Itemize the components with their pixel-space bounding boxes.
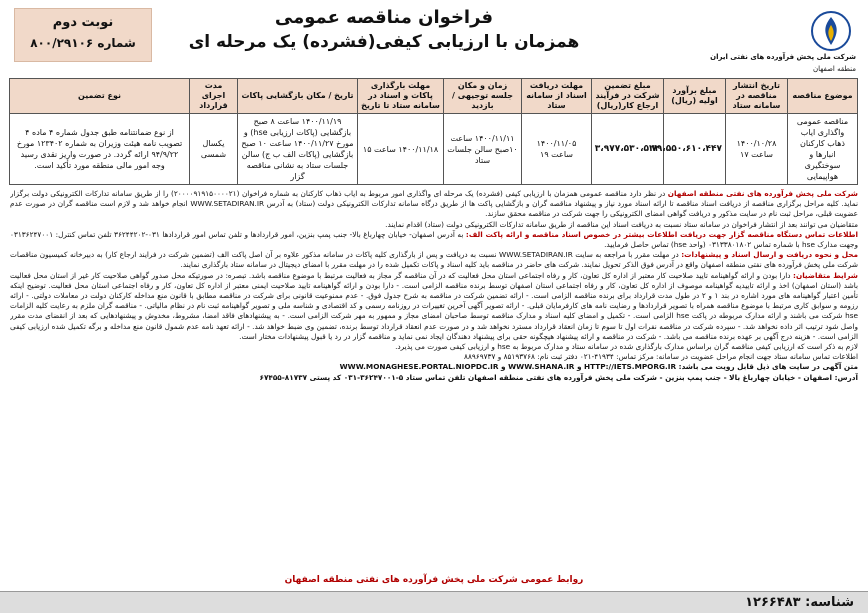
footer-bar: [0, 591, 868, 613]
cell-duration: یکسال شمسی: [190, 114, 238, 185]
table-header-cell: زمان و مکان جلسه توجیهی / بازدید: [444, 79, 522, 114]
paragraph-conditions: [10, 271, 858, 342]
table-header-cell: مدت اجرای قرارداد: [190, 79, 238, 114]
conditions-text: دارا بودن و ارائه گواهینامه تایید صلاحیت کار معتبر از اداره کل تعاون، کار و رفاه اجتماعی استان محل فعالیت که در آن مناقصه گر مجاز به فعالیت مرتبط با موضوع مناقصه باشد. تبصره: در صورتیکه محل صدور گواهی صلاحیت کار غیر از استان محل فعالیت باشد (استان اصفهان) اخذ و ارائه تاییدیه گواهینامه موصوف از اداره کل تعاون، کار و رفاه اجتماعی استان اصفهان توسط برنده مناقصه الزامی است. - دارا بودن و ارائه گواهینامه تایید صلاحیت ایمنی معتبر از اداره کل تعاون، کار و رفاه اجتماعی استان محل فعالیت. توضیح اینکه تأمین اعتبار گواهینامه های مورد اشاره در بند ۱ و ۲ در طول مدت قرارداد برای برنده مناقصه الزامی است. - ارائه تضمین شرکت در مناقصه به شرح جدول فوق. - عدم ممنوعیت قانونی برای شرکت در مناقصه مطابق با قانون منع مداخله کارکنان دولت در معاملات دولتی. - ارائه رزومه و سوابق کاری مرتبط با موضوع مناقصه همراه با تصویر قراردادها و رضایت نامه های کارفرمایان قبلی. - ارائه تصویر آگهی آخرین تغییرات در روزنامه رسمی و کد اقتصادی و شناسه ملی و تصویر گواهینامه ثبت نام در نظام مالیاتی. - مناقصه گران ملزم به رعایت کلیه الزامات hse شرکت می باشند و ارائه مدارک مربوطه در پاکت hse الزامی است. - تکمیل و امضای کلیه اسناد و مدارک مناقصه توسط صاحبان امضای مجاز و ممهور به مهر شرکت الزامی است. - به پیشنهادهای فاقد امضا، مشروط، مخدوش و پیشنهادهایی که بعد از انقضای مدت مقرر واصل شود ترتیب اثر داده نخواهد شد. - سپرده شرکت در مناقصه نفرات اول تا سوم تا زمان انعقاد قرارداد مسترد نخواهد شد و در صورت عدم انعقاد قرارداد توسط برنده، تضمین وی ضبط خواهد شد. - ارائه تعهد نامه عدم شمول قانون منع مداخله و برگه تکمیل شده ارزیابی کیفی الزامی است. - هزینه درج آگهی بر عهده برنده مناقصه می باشد. - شرکت در مناقصه و ارائه پیشنهاد هیچگونه حقی برای پیشنهاد دهندگان ایجاد نمی نماید و مناقصه گزار در رد یا قبول پیشنهادات مختار است.: [10, 270, 858, 341]
notice-number: شماره ۸۰۰/۲۹۱۰۶: [30, 36, 136, 50]
cell-guarantee-type: از نوع ضمانتنامه طبق جدول شماره ۴ ماده ۴ تصویب نامه هیئت وزیران به شماره ۱۲۳۴۰۲ مورخ ۹۴/۹/۲۲ ارائه گردد. در صورت واریز نقدی رسید وجه امور مالی منطقه مورد تأکید است.: [10, 114, 190, 185]
table-header-cell: موضوع مناقصه: [788, 79, 858, 114]
cell-upload-deadline: ۱۴۰۰/۱۱/۱۸ ساعت ۱۵: [358, 114, 444, 185]
public-relations-signature: روابط عمومی شرکت ملی پخش فرآورده های نفتی منطقه اصفهان: [284, 575, 584, 585]
notice-body: [10, 189, 858, 567]
contact-lead: اطلاعات تماس دستگاه مناقصه گزار جهت دریافت اطلاعات بیشتر در خصوص اسناد مناقصه و ارائه پاکت الف:: [465, 229, 858, 239]
notice-header: [10, 6, 858, 78]
org-name: شرکت ملی پخش فرآورده های نفتی ایران: [710, 53, 856, 61]
table-header-cell: تاریخ / مکان بازگشایی پاکات: [238, 79, 358, 114]
conditions-lead: شرایط متقاضیان:: [793, 270, 858, 280]
table-header-row: [10, 79, 858, 114]
table-header-cell: مهلت دریافت اسناد از سامانه ستاد: [522, 79, 592, 114]
table-header-cell: مبلغ برآورد اولیه (ریال): [664, 79, 726, 114]
niopdc-flame-logo-icon: [810, 10, 852, 52]
table-row: [10, 114, 858, 185]
paragraph-intro: [10, 189, 858, 220]
round-badge: [14, 8, 152, 62]
cell-doc-deadline: ۱۴۰۰/۱۱/۰۵ ساعت ۱۹: [522, 114, 592, 185]
cell-estimate: ۷۹،۵۵۰،۶۱۰،۴۴۷: [664, 114, 726, 185]
paragraph-setad-contact: اطلاعات تماس سامانه ستاد جهت انجام مراحل عضویت در سامانه: مرکز تماس: ۴۱۹۳۴-۰۲۱ دفتر ثبت نام: ۸۵۱۹۳۷۶۸ و ۸۸۹۶۹۷۳۷: [464, 352, 858, 362]
table-header-cell: مبلغ تضمین شرکت در فرآیند ارجاع کار(ریال): [592, 79, 664, 114]
cell-guarantee: ۳،۹۷۷،۵۳۰،۵۲۲: [592, 114, 664, 185]
intro-text: در نظر دارد مناقصه عمومی همزمان با ارزیابی کیفی (فشرده) یک مرحله ای واگذاری امور مربوط به ایاب ذهاب کارکنان به شماره فراخوان (۲۰۰۰۰۹۱۹۱۵۰۰۰۰۲۱) را از طریق سامانه تدارکات الکترونیکی دولت برگزار نماید. کلیه مراحل برگزاری مناقصه از دریافت اسناد مناقصه تا ارائه اسناد مورد نیاز و پیشنهاد مناقصه گران و بازگشایی پاکت ها از طریق درگاه سامانه تدارکات الکترونیکی دولت (ستاد) به آدرس WWW.SETADIRAN.IR انجام خواهد شد و لازم است مناقصه گران در صورت عدم عضویت قبلی، مراحل ثبت نام در سایت مذکور و دریافت گواهی امضای الکترونیکی را جهت شرکت در مناقصه محقق سازند.: [10, 189, 858, 219]
paragraph-doc-access: متقاضیان می توانند بعد از انتشار فراخوان در سامانه ستاد نسبت به دریافت اسناد این مناقصه از طریق سامانه تدارکات الکترونیکی دولت (ستاد) اقدام نمایند.: [385, 219, 858, 229]
notice-subtitle: همزمان با ارزیابی کیفی(فشرده) یک مرحله ای: [188, 32, 580, 52]
cell-subject: مناقصه عمومی واگذاری ایاب ذهاب کارکنان انبارها و سوختگیری هواپیمایی: [788, 114, 858, 185]
paragraph-websites: متن آگهی در سایت های ذیل قابل رویت می باشد: HTTP://IETS.MPORG.IR و WWW.SHANA.IR و WWW.MONAGHESE.PORTAL.NIOPDC.IR: [339, 362, 858, 372]
paragraph-evaluation: لازم به ذکر است که ارزیابی کیفی مناقصه گران براساس مدارک بارگذاری شده در سامانه ستاد و مدارک مربوط به hse و ارزیابی کیفی صورت می پذیرد.: [395, 342, 858, 352]
table-header-cell: نوع تضمین: [10, 79, 190, 114]
table-header-cell: مهلت بارگذاری پاکات و اسناد در سامانه ستاد تا تاریخ: [358, 79, 444, 114]
tender-info-table: [9, 78, 858, 185]
notice-id: شناسه: ۱۲۶۶۴۸۳: [745, 595, 854, 610]
intro-lead: شرکت ملی پخش فرآورده های نفتی منطقه اصفهان: [667, 189, 858, 198]
paragraph-submission: [10, 250, 858, 270]
submission-lead: محل و نحوه دریافت و ارسال اسناد و پیشنهادات:: [681, 250, 858, 260]
paragraph-address: آدرس: اصفهان - خیابان چهارباغ بالا - جنب پمپ بنزین - شرکت ملی پخش فرآورده های نفتی منطقه اصفهان تلفن تماس ستاد ۵-۳۶۲۴۷۰۰۱-۰۳۱ کد پستی ۸۱۷۳۷-۶۷۴۵۵: [259, 372, 858, 382]
notice-title: فراخوان مناقصه عمومی: [274, 7, 494, 28]
paragraph-contact: [10, 230, 858, 250]
cell-opening: ۱۴۰۰/۱۱/۱۹ ساعت ۸ صبح بازگشایی (پاکات ارزیابی hse) و مورخ ۱۴۰۰/۱۱/۲۷ ساعت ۱۰ صبح بازگشایی (پاکات الف ب ج) سالن جلسات ستاد به نشانی مناقصه گزار: [238, 114, 358, 185]
round-label: نوبت دوم: [52, 15, 114, 30]
title-block: [180, 6, 588, 54]
contact-text: به آدرس اصفهان- خیابان چهارباغ بالا- جنب پمپ بنزین، امور قراردادها و تلفن تماس امور قراردادها ۰۳۱-۳۶۲۴۴۲۰۲ تلفن تماس کنترل: ۰۳۱۳۶۲۴۷۰۰۱ وجهت مدارک hse با شماره تماس ۰۳۱۳۳۸۰۱۸۰۲ (واحد hse) تماس حاصل فرمایید.: [10, 229, 858, 250]
cell-meeting: ۱۴۰۰/۱۱/۱۱ ساعت ۱۰صبح سالن جلسات ستاد: [444, 114, 522, 185]
cell-publish-date: ۱۴۰۰/۱۰/۲۸ ساعت ۱۷: [726, 114, 788, 185]
org-region: منطقه اصفهان: [812, 65, 856, 73]
submission-text: در مهلت مقرر با مراجعه به سایت WWW.SETADIRAN.IR نسبت به دریافت و پس از بارگذاری کلیه پاکات در سامانه مذکور علاوه بر آن اصل پاکت الف (تضمین شرکت در فرایند ارجاع کار) به دبیرخانه کمیسیون مناقصات شرکت ملی پخش فرآورده های نفتی منطقه اصفهان واقع در آدرس فوق الذکر تحویل نمایند. شرکت های حاضر در مناقصه باید کلیه اسناد و پاکات تکمیل شده را در مهلت مقرر با امضای دیجیتال در سامانه ستاد بارگذاری نمایند.: [10, 250, 858, 270]
table-header-cell: تاریخ انتشار مناقصه در سامانه ستاد: [726, 79, 788, 114]
